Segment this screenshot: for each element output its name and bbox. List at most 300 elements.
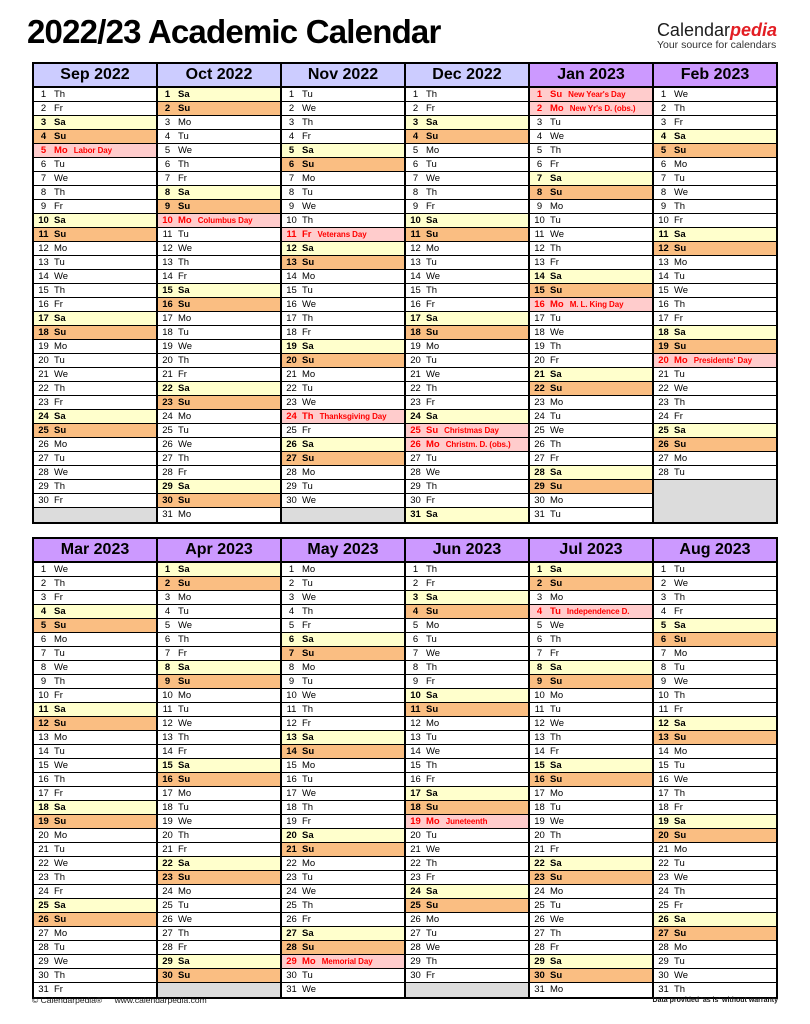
day-cell-apr-2023-10 xyxy=(158,689,280,703)
day-number: 18 xyxy=(38,801,49,813)
day-number: 20 xyxy=(534,354,545,366)
day-weekday: We xyxy=(54,368,69,380)
day-weekday: Th xyxy=(54,773,66,785)
day-weekday: Su xyxy=(674,927,687,939)
day-weekday: Su xyxy=(550,675,563,687)
day-cell-apr-2023-5 xyxy=(158,619,280,633)
day-weekday: Fr xyxy=(54,885,63,897)
day-number: 7 xyxy=(536,172,543,184)
day-cell-may-2023-29 xyxy=(282,955,404,969)
day-cell-nov-2022-12 xyxy=(282,242,404,256)
day-cell-may-2023-18 xyxy=(282,801,404,815)
day-cell-jul-2023-7 xyxy=(530,647,652,661)
day-number: 5 xyxy=(412,144,419,156)
holiday-label: Columbus Day xyxy=(197,215,253,225)
day-cell-oct-2022-20 xyxy=(158,354,280,368)
day-cell-oct-2022-12 xyxy=(158,242,280,256)
month-header-mar-2023: Mar 2023 xyxy=(34,539,156,563)
day-cell-jul-2023-21 xyxy=(530,843,652,857)
day-number: 22 xyxy=(658,857,669,869)
day-number: 18 xyxy=(658,326,669,338)
day-weekday: Mo xyxy=(674,354,688,366)
day-weekday: Tu xyxy=(54,158,65,170)
day-weekday: Fr xyxy=(674,801,683,813)
day-number: 8 xyxy=(536,186,543,198)
holiday-label: Thanksgiving Day xyxy=(319,411,387,421)
day-weekday: We xyxy=(674,577,689,589)
day-cell-may-2023-13 xyxy=(282,731,404,745)
day-number: 20 xyxy=(162,354,173,366)
day-number: 29 xyxy=(410,480,421,492)
day-number: 24 xyxy=(162,410,173,422)
day-weekday: Sa xyxy=(550,661,562,673)
day-weekday: Th xyxy=(550,242,562,254)
day-number: 6 xyxy=(164,158,171,170)
day-weekday: We xyxy=(178,438,193,450)
day-weekday: Fr xyxy=(426,298,435,310)
day-number: 4 xyxy=(40,130,47,142)
day-number: 2 xyxy=(536,102,543,114)
day-number: 4 xyxy=(288,605,295,617)
day-number: 19 xyxy=(410,340,421,352)
day-weekday: Mo xyxy=(302,955,316,967)
day-number: 25 xyxy=(534,424,545,436)
day-cell-feb-2023-5 xyxy=(654,144,776,158)
day-number: 14 xyxy=(534,270,545,282)
day-cell-may-2023-22 xyxy=(282,857,404,871)
day-number: 14 xyxy=(534,745,545,757)
day-cell-jul-2023-2 xyxy=(530,577,652,591)
day-cell-aug-2023-2 xyxy=(654,577,776,591)
day-number: 13 xyxy=(286,256,297,268)
day-number: 13 xyxy=(534,256,545,268)
day-weekday: Su xyxy=(550,480,563,492)
day-weekday: Mo xyxy=(302,563,316,575)
day-number: 20 xyxy=(534,829,545,841)
day-number: 24 xyxy=(38,885,49,897)
day-weekday: Su xyxy=(426,424,439,436)
day-number: 19 xyxy=(38,340,49,352)
day-weekday: Fr xyxy=(178,466,187,478)
day-cell-oct-2022-17 xyxy=(158,312,280,326)
day-number: 30 xyxy=(286,494,297,506)
day-cell-aug-2023-12 xyxy=(654,717,776,731)
day-weekday: Mo xyxy=(550,298,564,310)
month-header-sep-2022: Sep 2022 xyxy=(34,64,156,88)
day-cell-feb-2023-15 xyxy=(654,284,776,298)
day-cell-nov-2022-13 xyxy=(282,256,404,270)
day-number: 8 xyxy=(660,186,667,198)
day-weekday: Tu xyxy=(550,703,561,715)
day-weekday: Fr xyxy=(426,871,435,883)
day-weekday: Fr xyxy=(178,941,187,953)
day-weekday: Fr xyxy=(426,102,435,114)
day-number: 29 xyxy=(38,955,49,967)
day-number: 6 xyxy=(412,633,419,645)
day-number: 20 xyxy=(658,354,669,366)
day-number: 30 xyxy=(410,969,421,981)
day-cell-may-2023-28 xyxy=(282,941,404,955)
day-weekday: Mo xyxy=(674,745,688,757)
day-weekday: Tu xyxy=(426,829,437,841)
day-cell-may-2023-8 xyxy=(282,661,404,675)
day-number: 8 xyxy=(40,186,47,198)
day-weekday: Sa xyxy=(302,633,314,645)
day-cell-jan-2023-6 xyxy=(530,158,652,172)
day-cell-feb-2023-23 xyxy=(654,396,776,410)
day-cell-feb-2023-1 xyxy=(654,88,776,102)
day-weekday: Th xyxy=(54,577,66,589)
day-number: 14 xyxy=(410,270,421,282)
day-weekday: Fr xyxy=(426,577,435,589)
day-number: 22 xyxy=(286,857,297,869)
day-cell-nov-2022-16 xyxy=(282,298,404,312)
day-weekday: Tu xyxy=(550,605,561,617)
month-header-feb-2023: Feb 2023 xyxy=(654,64,776,88)
day-number: 8 xyxy=(164,661,171,673)
day-number: 9 xyxy=(40,200,47,212)
day-cell-jul-2023-11 xyxy=(530,703,652,717)
day-number: 3 xyxy=(412,591,419,603)
day-weekday: Sa xyxy=(178,759,190,771)
day-cell-jul-2023-5 xyxy=(530,619,652,633)
day-number: 25 xyxy=(286,424,297,436)
day-cell-jul-2023-19 xyxy=(530,815,652,829)
day-weekday: We xyxy=(302,396,317,408)
day-number: 6 xyxy=(288,633,295,645)
day-cell-jan-2023-21 xyxy=(530,368,652,382)
day-cell-jun-2023-7 xyxy=(406,647,528,661)
day-cell-aug-2023-11 xyxy=(654,703,776,717)
day-number: 29 xyxy=(286,955,297,967)
day-weekday: Sa xyxy=(550,172,562,184)
day-cell-mar-2023-11 xyxy=(34,703,156,717)
day-weekday: Su xyxy=(178,102,191,114)
day-number: 30 xyxy=(534,969,545,981)
day-weekday: Sa xyxy=(550,466,562,478)
day-number: 22 xyxy=(534,382,545,394)
day-number: 10 xyxy=(162,214,173,226)
day-cell-sep-2022-30 xyxy=(34,494,156,508)
day-weekday: Th xyxy=(674,396,686,408)
day-cell-jun-2023-1 xyxy=(406,563,528,577)
day-cell-sep-2022-22 xyxy=(34,382,156,396)
day-cell-jul-2023-9 xyxy=(530,675,652,689)
day-cell-mar-2023-25 xyxy=(34,899,156,913)
day-weekday: Sa xyxy=(674,130,686,142)
day-number: 7 xyxy=(288,647,295,659)
month-header-jul-2023: Jul 2023 xyxy=(530,539,652,563)
day-cell-apr-2023-25 xyxy=(158,899,280,913)
day-number: 11 xyxy=(38,703,49,715)
day-number: 18 xyxy=(534,801,545,813)
day-number: 29 xyxy=(410,955,421,967)
day-number: 11 xyxy=(410,703,421,715)
day-number: 3 xyxy=(412,116,419,128)
day-weekday: Mo xyxy=(178,591,192,603)
day-weekday: Fr xyxy=(674,214,683,226)
day-weekday: Th xyxy=(426,955,438,967)
day-number: 12 xyxy=(534,717,545,729)
day-cell-dec-2022-29 xyxy=(406,480,528,494)
day-number: 21 xyxy=(162,843,173,855)
day-number: 11 xyxy=(658,703,669,715)
day-cell-jan-2023-24 xyxy=(530,410,652,424)
day-cell-aug-2023-16 xyxy=(654,773,776,787)
day-weekday: Fr xyxy=(550,452,559,464)
day-number: 5 xyxy=(40,619,47,631)
day-cell-jul-2023-31 xyxy=(530,983,652,997)
day-number: 12 xyxy=(658,242,669,254)
holiday-label: M. L. King Day xyxy=(569,299,624,309)
day-weekday: Mo xyxy=(426,438,440,450)
day-number: 26 xyxy=(162,913,173,925)
day-weekday: Th xyxy=(674,591,686,603)
day-cell-oct-2022-19 xyxy=(158,340,280,354)
day-weekday: Fr xyxy=(178,647,187,659)
day-number: 15 xyxy=(162,284,173,296)
day-number: 22 xyxy=(162,857,173,869)
day-cell-apr-2023-18 xyxy=(158,801,280,815)
day-number: 18 xyxy=(410,326,421,338)
day-cell-jul-2023-3 xyxy=(530,591,652,605)
calendarpedia-url[interactable]: www.calendarpedia.com xyxy=(114,995,207,1005)
day-cell-dec-2022-28 xyxy=(406,466,528,480)
day-cell-oct-2022-6 xyxy=(158,158,280,172)
day-number: 16 xyxy=(534,773,545,785)
day-weekday: Sa xyxy=(54,312,66,324)
day-number: 25 xyxy=(162,424,173,436)
day-weekday: Th xyxy=(426,88,438,100)
day-number: 8 xyxy=(536,661,543,673)
day-cell-oct-2022-15 xyxy=(158,284,280,298)
day-cell-apr-2023-2 xyxy=(158,577,280,591)
day-cell-jul-2023-4 xyxy=(530,605,652,619)
day-weekday: Mo xyxy=(54,927,68,939)
day-number: 14 xyxy=(286,745,297,757)
day-number: 27 xyxy=(38,927,49,939)
day-cell-feb-2023-12 xyxy=(654,242,776,256)
month-column-apr-2023 xyxy=(158,539,282,997)
day-weekday: Fr xyxy=(54,494,63,506)
day-weekday: Th xyxy=(426,284,438,296)
day-weekday: Mo xyxy=(54,144,68,156)
day-weekday: We xyxy=(54,172,69,184)
day-cell-nov-2022-8 xyxy=(282,186,404,200)
day-weekday: Tu xyxy=(674,563,685,575)
day-number: 9 xyxy=(164,675,171,687)
day-weekday: We xyxy=(674,186,689,198)
day-weekday: Su xyxy=(674,829,687,841)
day-weekday: Su xyxy=(426,801,439,813)
day-weekday: Su xyxy=(178,773,191,785)
day-weekday: Su xyxy=(426,228,439,240)
day-cell-oct-2022-1 xyxy=(158,88,280,102)
day-cell-jan-2023-17 xyxy=(530,312,652,326)
day-cell-jan-2023-31 xyxy=(530,508,652,522)
day-cell-dec-2022-3 xyxy=(406,116,528,130)
day-cell-sep-2022-13 xyxy=(34,256,156,270)
day-number: 1 xyxy=(288,563,295,575)
day-cell-mar-2023-5 xyxy=(34,619,156,633)
day-number: 28 xyxy=(38,941,49,953)
day-cell-may-2023-17 xyxy=(282,787,404,801)
day-cell-may-2023-10 xyxy=(282,689,404,703)
day-cell-jul-2023-29 xyxy=(530,955,652,969)
day-number: 25 xyxy=(162,899,173,911)
day-cell-apr-2023-14 xyxy=(158,745,280,759)
day-weekday: Th xyxy=(674,984,686,995)
day-cell-dec-2022-6 xyxy=(406,158,528,172)
day-weekday: We xyxy=(426,172,441,184)
day-number: 27 xyxy=(410,452,421,464)
day-cell-aug-2023-22 xyxy=(654,857,776,871)
day-cell-mar-2023-19 xyxy=(34,815,156,829)
month-column-sep-2022 xyxy=(34,64,158,522)
day-cell-nov-2022-29 xyxy=(282,480,404,494)
day-cell-aug-2023-21 xyxy=(654,843,776,857)
day-weekday: We xyxy=(178,815,193,827)
day-number: 17 xyxy=(286,787,297,799)
day-cell-mar-2023-28 xyxy=(34,941,156,955)
day-number: 2 xyxy=(660,577,667,589)
day-number: 21 xyxy=(410,368,421,380)
day-cell-nov-2022-4 xyxy=(282,130,404,144)
day-number: 27 xyxy=(38,452,49,464)
day-cell-sep-2022-23 xyxy=(34,396,156,410)
day-number: 16 xyxy=(410,298,421,310)
day-weekday: We xyxy=(426,843,441,855)
day-number: 19 xyxy=(38,815,49,827)
day-weekday: Su xyxy=(550,871,563,883)
day-cell-oct-2022-11 xyxy=(158,228,280,242)
day-number: 6 xyxy=(40,633,47,645)
day-weekday: Sa xyxy=(426,410,438,422)
day-number: 22 xyxy=(410,857,421,869)
day-cell-jul-2023-17 xyxy=(530,787,652,801)
calendar-table-first-half xyxy=(32,62,778,524)
day-weekday: Tu xyxy=(178,801,189,813)
holiday-label: Labor Day xyxy=(73,145,112,155)
day-number: 3 xyxy=(660,591,667,603)
day-cell-dec-2022-31 xyxy=(406,508,528,522)
day-weekday: Sa xyxy=(550,955,562,967)
day-cell-jan-2023-16 xyxy=(530,298,652,312)
day-cell-oct-2022-27 xyxy=(158,452,280,466)
day-number: 4 xyxy=(536,130,543,142)
day-cell-aug-2023-10 xyxy=(654,689,776,703)
day-cell-jul-2023-8 xyxy=(530,661,652,675)
day-weekday: Th xyxy=(54,88,66,100)
day-cell-nov-2022-28 xyxy=(282,466,404,480)
day-cell-feb-2023-17 xyxy=(654,312,776,326)
day-number: 7 xyxy=(660,647,667,659)
day-number: 13 xyxy=(410,256,421,268)
day-weekday: Sa xyxy=(674,619,686,631)
day-number: 26 xyxy=(534,438,545,450)
day-cell-dec-2022-23 xyxy=(406,396,528,410)
day-number: 10 xyxy=(534,689,545,701)
holiday-label: Memorial Day xyxy=(321,956,373,966)
day-weekday: Mo xyxy=(54,731,68,743)
day-cell-oct-2022-5 xyxy=(158,144,280,158)
day-weekday: We xyxy=(550,717,565,729)
day-weekday: Tu xyxy=(426,927,437,939)
day-weekday: Su xyxy=(178,494,191,506)
day-number: 26 xyxy=(162,438,173,450)
day-weekday: Th xyxy=(426,857,438,869)
day-weekday: Su xyxy=(674,242,687,254)
day-number: 14 xyxy=(162,270,173,282)
day-number: 24 xyxy=(534,885,545,897)
day-cell-may-2023-26 xyxy=(282,913,404,927)
day-number: 18 xyxy=(38,326,49,338)
day-weekday: We xyxy=(302,885,317,897)
day-number: 10 xyxy=(38,689,49,701)
day-number: 27 xyxy=(162,927,173,939)
day-weekday: Su xyxy=(674,340,687,352)
day-number: 20 xyxy=(286,354,297,366)
day-weekday: Mo xyxy=(178,689,192,701)
day-number: 14 xyxy=(162,745,173,757)
day-cell-dec-2022-1 xyxy=(406,88,528,102)
day-weekday: Th xyxy=(302,116,314,128)
day-number: 4 xyxy=(660,605,667,617)
day-cell-sep-2022-6 xyxy=(34,158,156,172)
day-number: 7 xyxy=(40,647,47,659)
day-cell-nov-2022-7 xyxy=(282,172,404,186)
day-number: 21 xyxy=(38,368,49,380)
day-cell-jun-2023-30 xyxy=(406,969,528,983)
day-weekday: Tu xyxy=(178,424,189,436)
day-weekday: Su xyxy=(302,256,315,268)
day-number: 18 xyxy=(162,801,173,813)
day-weekday: Sa xyxy=(674,228,686,240)
day-weekday: Fr xyxy=(54,984,63,995)
day-weekday: Sa xyxy=(178,284,190,296)
day-number: 4 xyxy=(164,130,171,142)
day-weekday: Mo xyxy=(674,941,688,953)
calendar-table-second-half xyxy=(32,537,778,999)
day-weekday: Mo xyxy=(674,158,688,170)
day-number: 8 xyxy=(288,186,295,198)
day-weekday: Su xyxy=(54,913,67,925)
day-weekday: Su xyxy=(674,633,687,645)
day-weekday: Th xyxy=(178,452,190,464)
day-weekday: Sa xyxy=(674,717,686,729)
day-cell-jan-2023-22 xyxy=(530,382,652,396)
day-cell-jun-2023-21 xyxy=(406,843,528,857)
day-cell-feb-2023-14 xyxy=(654,270,776,284)
day-cell-nov-2022-6 xyxy=(282,158,404,172)
day-number: 21 xyxy=(658,368,669,380)
day-cell-jun-2023-14 xyxy=(406,745,528,759)
month-column-mar-2023 xyxy=(34,539,158,997)
day-cell-sep-2022-16 xyxy=(34,298,156,312)
day-number: 30 xyxy=(286,969,297,981)
day-cell-nov-2022-19 xyxy=(282,340,404,354)
day-cell-aug-2023-1 xyxy=(654,563,776,577)
day-weekday: Mo xyxy=(550,200,564,212)
day-number: 22 xyxy=(38,857,49,869)
day-weekday: Mo xyxy=(674,452,688,464)
day-cell-mar-2023-24 xyxy=(34,885,156,899)
day-cell-jan-2023-28 xyxy=(530,466,652,480)
day-number: 31 xyxy=(38,984,49,995)
day-weekday: Fr xyxy=(674,410,683,422)
day-cell-jun-2023-25 xyxy=(406,899,528,913)
day-cell-jan-2023-9 xyxy=(530,200,652,214)
